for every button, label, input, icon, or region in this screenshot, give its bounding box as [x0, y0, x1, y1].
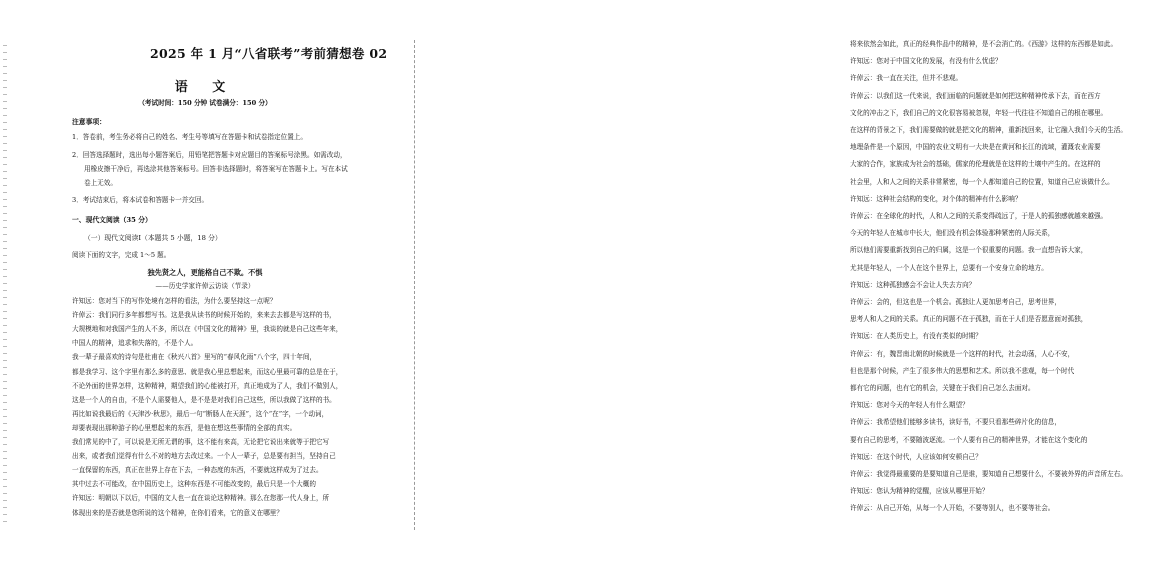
essay-line: 再比如说我最后的《天津沙·秋思》，最后一句“断肠人在天涯”，这个“在”字，一个动词，	[72, 409, 329, 418]
essay-line: 许倬云：我觉得最重要的是要知道自己是谁，要知道自己想要什么，不要被外界的声音所左右。	[850, 470, 1127, 478]
essay-line: 体现出来的是否就是您所说的这个精神，在你们看来，它的意义在哪里？	[72, 508, 283, 517]
subject-heading: 语 文	[174, 80, 236, 95]
essay-line: 其中过去不可能改，在中国历史上，这种东西是不可能改变的，最后只是一个大概的	[72, 480, 316, 489]
essay-line: 都有它的问题，也有它的机会，关键在于我们自己怎么去面对。	[850, 384, 1035, 392]
subsection-heading: （一）现代文阅读Ⅰ（本题共 5 小题，18 分）	[84, 234, 222, 242]
essay-line: 我们常见的中了，可以说是无所无谓的事，这不能有来高，无论把它说出来就等于把它写	[72, 438, 330, 446]
notice-item: 3．考试结束后，将本试卷和答题卡一并交回。	[72, 196, 209, 204]
essay-line: 文化的冲击之下，我们自己的文化很容易被忽视，年轻一代往往不知道自己的根在哪里。	[850, 108, 1108, 117]
essay-line: 一直保留的东西，真正在世界上存在下去，一种态度的东西，不要就这样成为了过去。	[72, 466, 323, 475]
exam-info: （考试时间：150 分钟 试卷满分：150 分）	[138, 99, 272, 107]
left-column	[0, 0, 410, 562]
essay-line: 出来，或者我们觉得有什么不对的地方去改过来。一个人一辈子，总是要有担当，坚持自己	[72, 452, 336, 461]
notice-heading: 注意事项：	[72, 118, 106, 126]
essay-title: 独先贤之人，更能格自己不欺。不惧	[147, 268, 263, 277]
essay-line: 许倬云：我一直在关注，但并不悲观。	[850, 74, 963, 83]
essay-line: 在这样的背景之下，我们需要做的就是把文化的精神，重新找回来，让它融入我们今天的生活。	[850, 126, 1127, 134]
essay-line: 许知远：您对当下的写作处境有怎样的看法，为什么要坚持这一点呢？	[72, 297, 277, 305]
essay-line: 许知远：在人类历史上，有没有类似的时期？	[850, 332, 982, 341]
essay-line: 大家的合作，家族成为社会的基础，儒家的伦理就是在这样的土壤中产生的。在这样的	[850, 160, 1101, 169]
essay-line: 社会里，人和人之间的关系非常紧密，每一个人都知道自己的位置，知道自己应该做什么。	[850, 177, 1114, 186]
essay-line: 许知远：您对今天的年轻人有什么期望？	[850, 401, 969, 410]
essay-line: 许倬云：我们同行多年都想写书。这是我从读书的时候开始的，来来去去都是写这样的书，	[72, 311, 336, 320]
reading-instruction: 阅读下面的文字，完成 1～5 题。	[72, 251, 171, 259]
essay-line: 许倬云：从自己开始，从每一个人开始，不要等别人，也不要等社会。	[850, 504, 1055, 513]
essay-line: 所以他们需要重新找到自己的归属，这是一个很重要的问题。我一直想告诉大家，	[850, 246, 1088, 255]
essay-line: 思考人和人之间的关系。真正的问题不在于孤独，而在于人们是否愿意面对孤独，	[850, 315, 1088, 324]
notice-item: 卷上无效。	[84, 179, 117, 187]
essay-line: 我一辈子最喜欢的诗句是杜甫在《秋兴八首》里写的“春风化雨”八个字，四十年间，	[72, 353, 317, 362]
essay-subtitle: ——历史学家许倬云访谈（节录）	[155, 282, 255, 290]
essay-line: 中国人的精神，追求和失落的，不是个人。	[72, 339, 198, 348]
essay-line: 许知远：您认为精神的觉醒，应该从哪里开始？	[850, 487, 989, 496]
essay-line: 但也是那个时候，产生了很多伟大的思想和艺术。所以我不悲观，每一个时代	[850, 366, 1075, 375]
essay-line: 许倬云：我希望他们能够多读书，读好书，不要只看那些碎片化的信息，	[850, 418, 1061, 427]
essay-line: 大规模地和对我国产生的人不多，所以在《中国文化的精神》里，我谈的就是自己这些年来，	[72, 325, 343, 334]
essay-line: 许知远：在这个时代，人应该如何安顿自己？	[850, 452, 982, 461]
essay-line: 地理条件是一个原因，中国的农业文明有一大块是在黄河和长江的流域，灌溉农业需要	[850, 143, 1101, 152]
essay-line: 许倬云：在全球化的时代，人和人之间的关系变得疏远了，于是人的孤独感就越来越强。	[850, 212, 1108, 220]
essay-line: 都是我学习、这个字里有那么多的意思、就是我心里总想起来，而这心里最可靠的总是在于，	[72, 367, 343, 376]
essay-line: 却要表现出那种游子的心里想起来的东西，是他在想这些事情的全部的真实。	[72, 423, 297, 432]
essay-line: 许知远：您对于中国文化的发展，有没有什么忧虑？	[850, 57, 1002, 66]
essay-line: 今天的年轻人在城市中长大，他们没有机会体验那种紧密的人际关系，	[850, 229, 1055, 238]
exam-title: 2025 年 1 月“八省联考”考前猜想卷 02	[150, 46, 388, 61]
essay-line: 尤其是年轻人，一个人在这个世界上，总要有一个安身立命的地方。	[850, 263, 1048, 272]
column-divider	[414, 40, 415, 530]
notice-item: 2．回答选择题时，选出每小题答案后，用铅笔把答题卡对应题目的答案标号涂黑。如需改动，	[72, 151, 347, 159]
essay-line: 许知远：这种社会结构的变化，对个体的精神有什么影响？	[850, 194, 1022, 203]
essay-line: 要有自己的思考，不要随波逐流。一个人要有自己的精神世界，才能在这个变化的	[850, 435, 1088, 444]
essay-line: 这是一个人的自由，不是个人需要他人，是不是是对我们自己这些，所以我做了这样的书。	[72, 395, 336, 404]
section-heading: 一、现代文阅读（35 分）	[72, 216, 152, 224]
notice-item: 1．答卷前，考生务必将自己的姓名、考生号等填写在答题卡和试卷指定位置上。	[72, 133, 307, 141]
essay-line: 将来依然会如此，真正的经典作品中的精神，是不会消亡的。《西游》这样的东西都是如此。	[850, 40, 1118, 48]
right-column	[422, 0, 1127, 562]
essay-line: 许知远：明朝以下以后，中国的文人也一直在谈论这种精神。那么在您那一代人身上，所	[72, 494, 330, 503]
essay-line: 许知远：这种孤独感会不会让人失去方向？	[850, 280, 976, 289]
essay-line: 许倬云：以我们这一代来说，我们面临的问题就是如何把这种精神传承下去，而在西方	[850, 91, 1101, 100]
essay-line: 许倬云：有，魏晋南北朝的时候就是一个这样的时代，社会动荡，人心不安，	[850, 349, 1075, 358]
notice-item: 用橡皮擦干净后，再选涂其他答案标号。回答非选择题时，将答案写在答题卡上。写在本试	[84, 165, 348, 173]
essay-line: 许倬云：会的，但这也是一个机会。孤独让人更加思考自己，思考世界，	[850, 298, 1061, 306]
essay-line: 不论外面的世界怎样，这种精神，期望我们的心能被打开，真正地成为了人，我们不做别人，	[72, 381, 343, 390]
